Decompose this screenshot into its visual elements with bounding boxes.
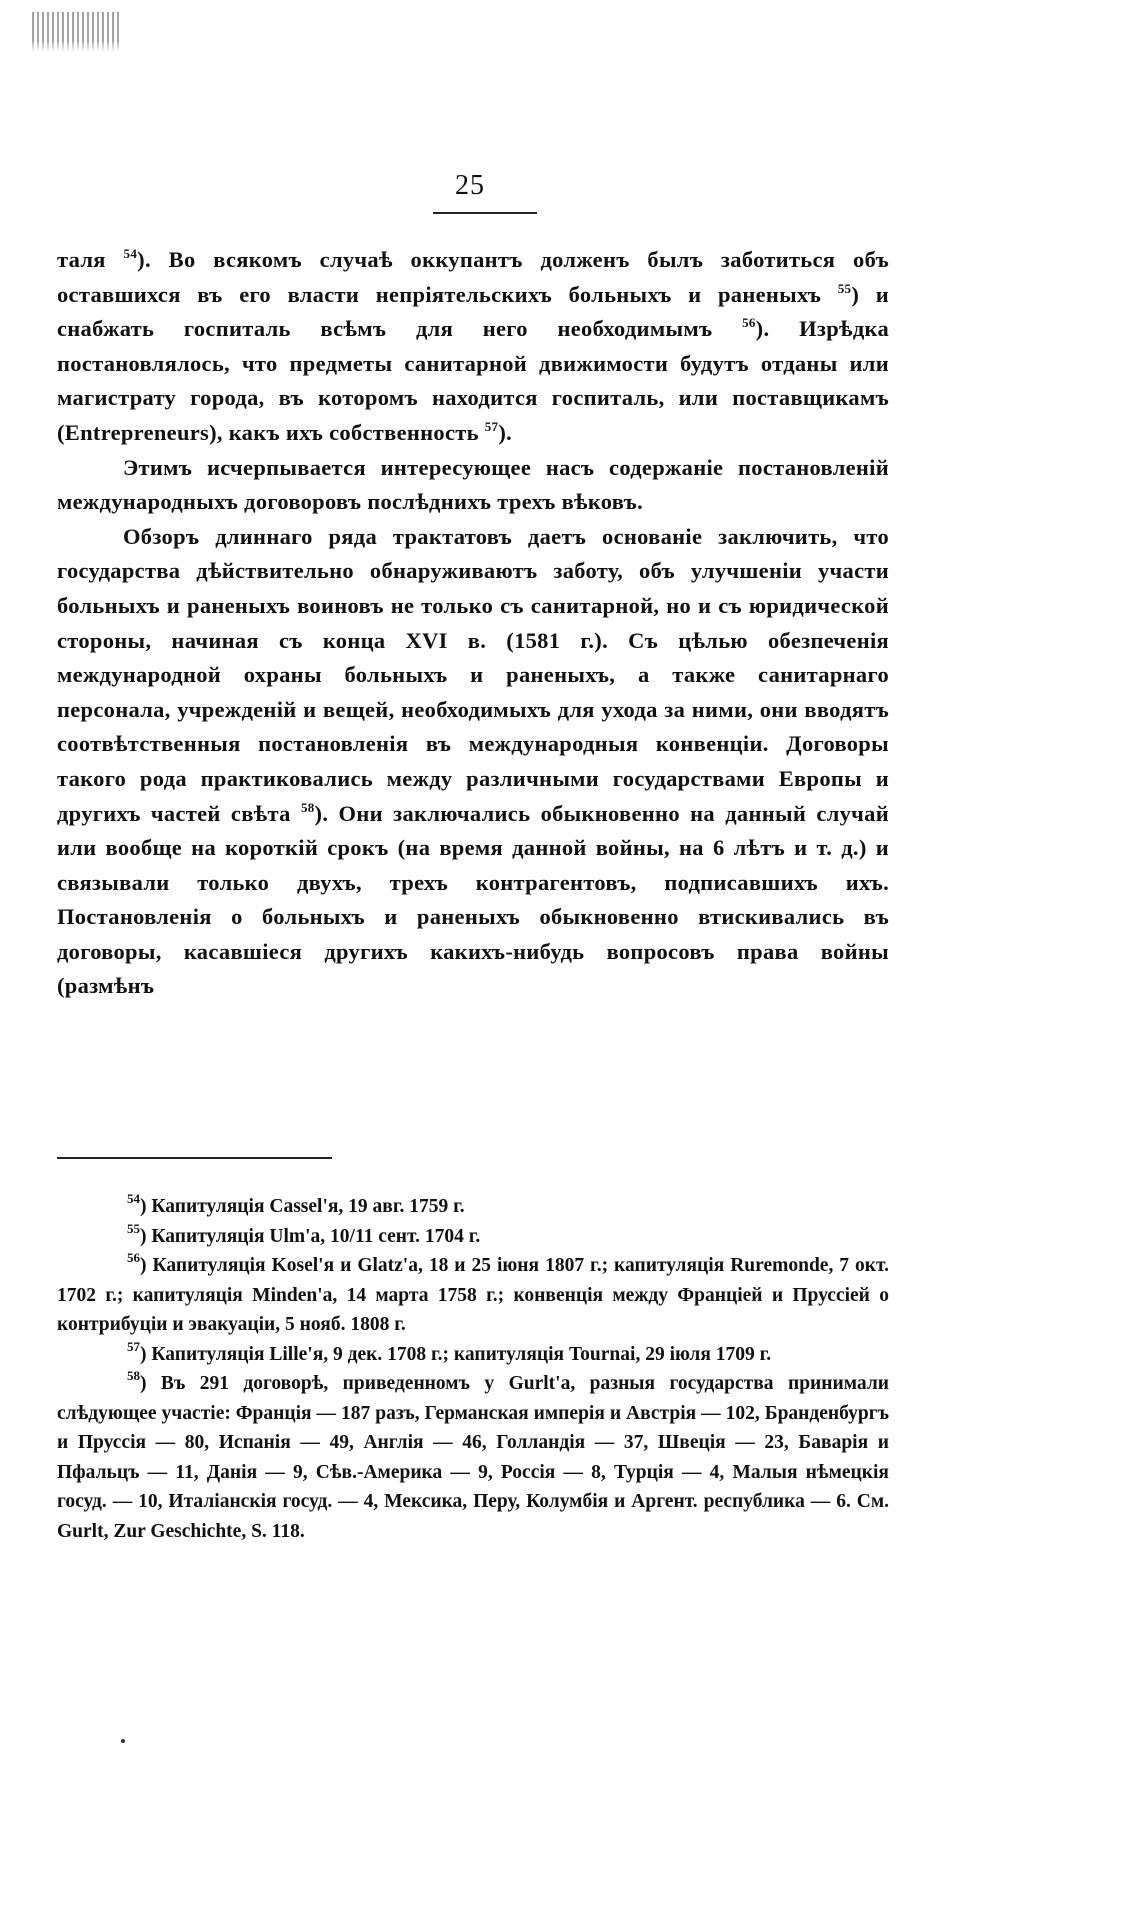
footnote-number: 55 [127, 1220, 140, 1236]
main-text [57, 243, 889, 1004]
paragraph-2 [57, 451, 889, 520]
footnote-number: 56 [127, 1250, 140, 1265]
footnote-ref-58: 58 [300, 799, 315, 815]
footnote-text: ) Капитуляція Lille'я, 9 дек. 1708 г.; капитуляція Tournai, 29 іюля 1709 г. [140, 1343, 772, 1365]
scan-corner-mark [32, 12, 122, 52]
footnote-ref-56: 56 [742, 315, 756, 331]
footnote-ref-55: 55 [837, 280, 852, 296]
page-number: 25 [455, 170, 485, 201]
footnote-57 [57, 1340, 889, 1370]
paragraph-2-text: Этимъ исчерпывается интересующее насъ содержаніе постановленій международныхъ договоровъ послѣднихъ трехъ вѣковъ. [57, 454, 889, 515]
footnote-number: 58 [127, 1368, 140, 1383]
paragraph-3 [57, 520, 889, 1004]
footnote-text: ) Капитуляція Kosel'я и Glatz'а, 18 и 25 іюня 1807 г.; капитуляція Ruremonde, 7 окт. 1702 г.; капитуляція Minden'а, 14 марта 1758 г.; конвенція между Франціей и Пруссіей о контрибуціи и эвакуаціи, 5 нояб. 1808 г. [57, 1255, 889, 1335]
footnote-56 [57, 1251, 889, 1340]
footnotes [57, 1192, 889, 1546]
paragraph-1 [57, 243, 889, 451]
scan-speck [121, 1739, 125, 1743]
paragraph-1-lead: таля [57, 247, 124, 272]
footnote-number: 57 [127, 1338, 140, 1354]
footnote-text: ) Капитуляція Cassel'я, 19 авг. 1759 г. [140, 1196, 465, 1217]
paragraph-1-text-2: ) и снабжать госпиталь всѣмъ для него необходимымъ [57, 281, 889, 342]
paragraph-1-text-4: ). [498, 419, 513, 445]
paragraph-3-text-1: ). Они заключались обыкновенно на данный случай или вообще на короткій срокъ (на время данной войны, на 6 лѣтъ и т. д.) и связывали только двухъ, трехъ контрагентовъ, подписавшихъ ихъ. Постановленія о больныхъ и раненыхъ обыкновенно втискивались въ договоры, касавшіеся другихъ какихъ-нибудь вопросовъ права войны (размѣнъ [57, 800, 889, 999]
page-number-rule [433, 212, 537, 214]
footnote-54 [57, 1192, 889, 1222]
footnote-ref-57: 57 [484, 418, 499, 434]
footnote-55 [57, 1222, 889, 1252]
footnote-ref-54: 54 [123, 246, 138, 261]
footnote-number: 54 [127, 1191, 140, 1206]
paragraph-1-text-1: ). Во всякомъ случаѣ оккупантъ долженъ былъ заботиться объ оставшихся въ его власти непріятельскихъ больныхъ и раненыхъ [57, 247, 889, 307]
paragraph-1-text-3: ). Изрѣдка постановлялось, что предметы санитарной движимости будутъ отданы или магистрату города, въ которомъ находится госпиталь, или поставщикамъ (Entrepreneurs), какъ ихъ собственность [57, 316, 889, 445]
footnote-text: ) Капитуляція Ulm'а, 10/11 сент. 1704 г. [140, 1225, 481, 1247]
footnote-separator [57, 1157, 332, 1159]
footnote-58 [57, 1369, 889, 1546]
footnote-text: ) Въ 291 договорѣ, приведенномъ у Gurlt'а, разныя государства принимали слѣдующее участіе: Франція — 187 разъ, Германская имперія и Австрія — 102, Бранденбургъ и Пруссія — 80, Испанія — 49, Англія — 46, Голландія — 37, Швеція — 23, Баварія и Пфальцъ — 11, Данія — 9, Сѣв.-Америка — 9, Россія — 8, Турція — 4, Малыя нѣмецкія госуд. — 10, Италіанскія госуд. — 4, Мексика, Перу, Колумбія и Аргент. республика — 6. См. Gurlt, Zur Geschichte, S. 118. [57, 1373, 889, 1542]
paragraph-3-lead: Обзоръ длиннаго ряда трактатовъ даетъ основаніе заключить, что государства дѣйствительно обнаруживаютъ заботу, объ улучшеніи участи больныхъ и раненыхъ воиновъ не только съ санитарной, но и съ юридической стороны, начиная съ конца XVI в. (1581 г.). Съ цѣлью обезпеченія международной охраны больныхъ и раненыхъ, а также санитарнаго персонала, учрежденій и вещей, необходимыхъ для ухода за ними, они вводятъ соотвѣтственныя постановленія въ международныя конвенціи. Договоры такого рода практиковались между различными государствами Европы и другихъ частей свѣта [57, 523, 889, 826]
